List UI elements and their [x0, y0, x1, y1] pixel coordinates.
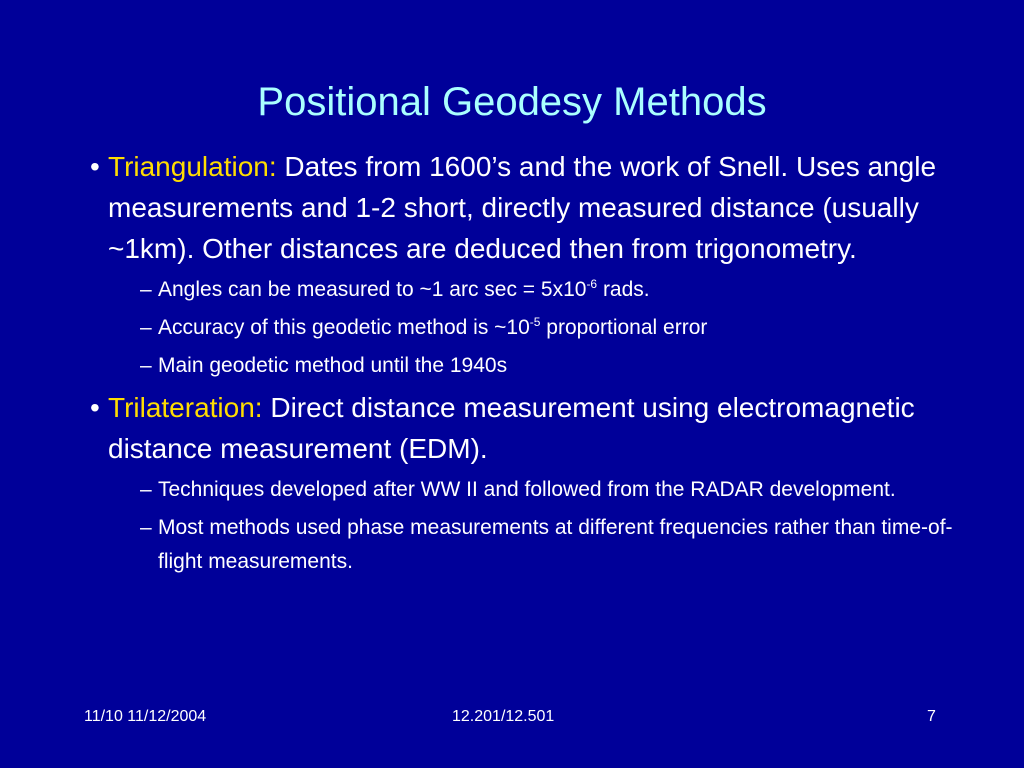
sub-bullet-marker: –	[140, 516, 152, 539]
sub-bullet-marker: –	[140, 354, 152, 377]
bullet-text: Direct distance measurement using electromagnetic distance measurement (EDM).	[108, 392, 915, 464]
sub-bullet-main-method	[140, 349, 970, 383]
bullet-triangulation	[90, 146, 970, 269]
exponent: -5	[529, 315, 541, 329]
bullet-text: Dates from 1600’s and the work of Snell. Uses angle measurements and 1-2 short, directly measured distance (usually ~1km). Other distances are deduced then from trigonometry.	[108, 151, 937, 264]
sub-bullet-phase-methods	[140, 511, 970, 579]
exponent: -6	[586, 277, 598, 291]
bullet-trilateration	[90, 387, 970, 469]
sub-bullet-angles	[140, 273, 970, 307]
sub-bullet-marker: –	[140, 278, 152, 301]
slide-body	[90, 146, 970, 583]
footer-slide-number: 7	[927, 708, 936, 725]
sub-bullet-text-tail: rads.	[597, 278, 650, 301]
sub-bullet-accuracy	[140, 311, 970, 345]
sub-bullet-text: Angles can be measured to ~1 arc sec = 5x10	[158, 278, 587, 301]
sub-bullet-text: Techniques developed after WW II and followed from the RADAR development.	[158, 478, 896, 501]
bullet-marker: •	[90, 151, 100, 182]
bullet-marker: •	[90, 392, 100, 423]
bullet-term: Triangulation:	[108, 151, 277, 182]
sub-bullet-techniques	[140, 473, 970, 507]
sub-bullet-text: Accuracy of this geodetic method is ~10	[158, 316, 530, 339]
bullet-term: Trilateration:	[108, 392, 263, 423]
footer-course-number: 12.201/12.501	[452, 708, 555, 725]
sub-bullet-text: Main geodetic method until the 1940s	[158, 354, 508, 377]
slide-title: Positional Geodesy Methods	[257, 80, 767, 124]
sub-bullet-marker: –	[140, 316, 152, 339]
footer-date: 11/10 11/12/2004	[84, 708, 207, 725]
sub-bullet-text: Most methods used phase measurements at different frequencies rather than time-of-flight measurements.	[158, 516, 953, 573]
sub-bullet-text-tail: proportional error	[540, 316, 708, 339]
sub-bullet-marker: –	[140, 478, 152, 501]
